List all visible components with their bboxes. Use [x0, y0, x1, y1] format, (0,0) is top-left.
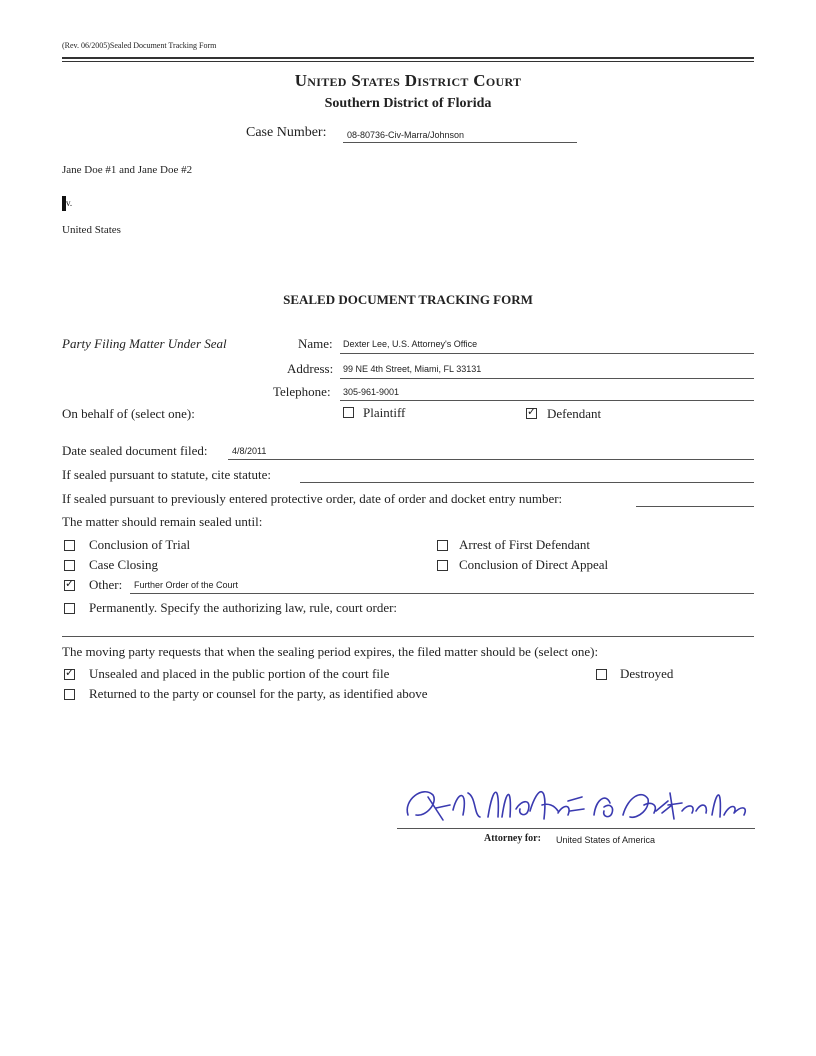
- signature-line[interactable]: [397, 828, 755, 829]
- header-rule-bottom: [62, 61, 754, 62]
- unsealed-checkbox[interactable]: [64, 669, 75, 680]
- other-label: Other:: [89, 577, 123, 592]
- behalf-label: On behalf of (select one):: [62, 406, 195, 421]
- case-number-line: [343, 142, 577, 143]
- district-name: Southern District of Florida: [324, 96, 492, 111]
- date-filed-line: [228, 459, 754, 460]
- other-value: Further Order of the Court: [134, 580, 239, 590]
- telephone-line: [340, 400, 754, 401]
- conclusion-direct-appeal-checkbox[interactable]: [437, 560, 448, 571]
- versus-text: v.: [66, 198, 73, 208]
- conclusion-of-trial-label: Conclusion of Trial: [89, 537, 191, 552]
- telephone-value: 305-961-9001: [343, 387, 400, 397]
- plaintiffs: Jane Doe #1 and Jane Doe #2: [62, 164, 193, 176]
- statute-label: If sealed pursuant to statute, cite statute:: [62, 467, 272, 482]
- arrest-first-defendant-label: Arrest of First Defendant: [459, 537, 591, 552]
- address-label: Address:: [287, 361, 334, 376]
- attorney-for-label: Attorney for:: [484, 833, 541, 844]
- other-line: [130, 593, 754, 594]
- other-checkbox[interactable]: [64, 580, 75, 591]
- address-value: 99 NE 4th Street, Miami, FL 33131: [343, 364, 482, 374]
- name-value: Dexter Lee, U.S. Attorney's Office: [343, 339, 478, 349]
- permanently-line[interactable]: [62, 636, 754, 637]
- case-number-value: 08-80736-Civ-Marra/Johnson: [347, 130, 465, 140]
- conclusion-direct-appeal-label: Conclusion of Direct Appeal: [459, 557, 609, 572]
- returned-label: Returned to the party or counsel for the party, as identified above: [89, 686, 428, 701]
- name-line: [340, 353, 754, 354]
- destroyed-checkbox[interactable]: [596, 669, 607, 680]
- form-revision: (Rev. 06/2005)Sealed Document Tracking Form: [62, 41, 217, 50]
- conclusion-of-trial-checkbox[interactable]: [64, 540, 75, 551]
- date-filed-value: 4/8/2011: [232, 446, 267, 456]
- date-filed-label: Date sealed document filed:: [62, 443, 208, 458]
- name-label: Name:: [298, 336, 333, 351]
- destroyed-label: Destroyed: [620, 666, 674, 681]
- party-filing-label: Party Filing Matter Under Seal: [62, 336, 227, 351]
- telephone-label: Telephone:: [273, 384, 331, 399]
- case-closing-label: Case Closing: [89, 557, 158, 572]
- returned-checkbox[interactable]: [64, 689, 75, 700]
- court-title: United States District Court: [294, 71, 522, 90]
- defendant: United States: [62, 224, 121, 236]
- case-number-label: Case Number:: [246, 125, 327, 140]
- plaintiff-checkbox[interactable]: [343, 407, 354, 418]
- arrest-first-defendant-checkbox[interactable]: [437, 540, 448, 551]
- permanently-label: Permanently. Specify the authorizing law, rule, court order:: [89, 600, 398, 615]
- defendant-label: Defendant: [547, 406, 602, 421]
- address-line: [340, 378, 754, 379]
- plaintiff-label: Plaintiff: [363, 405, 406, 420]
- header-rule-top: [62, 57, 754, 59]
- form-title: SEALED DOCUMENT TRACKING FORM: [283, 292, 533, 307]
- expiry-prompt: The moving party requests that when the sealing period expires, the filed matter should be (select one):: [62, 644, 599, 659]
- signature-image: [398, 775, 758, 835]
- statute-line[interactable]: [300, 482, 754, 483]
- versus-mark: [62, 193, 72, 211]
- protective-order-line[interactable]: [636, 506, 754, 507]
- protective-order-label: If sealed pursuant to previously entered protective order, date of order and docket entry number:: [62, 491, 563, 506]
- unsealed-label: Unsealed and placed in the public portion of the court file: [89, 666, 390, 681]
- permanently-checkbox[interactable]: [64, 603, 75, 614]
- attorney-for-value: United States of America: [556, 835, 656, 845]
- defendant-checkbox[interactable]: [526, 408, 537, 419]
- remain-sealed-label: The matter should remain sealed until:: [62, 514, 263, 529]
- case-closing-checkbox[interactable]: [64, 560, 75, 571]
